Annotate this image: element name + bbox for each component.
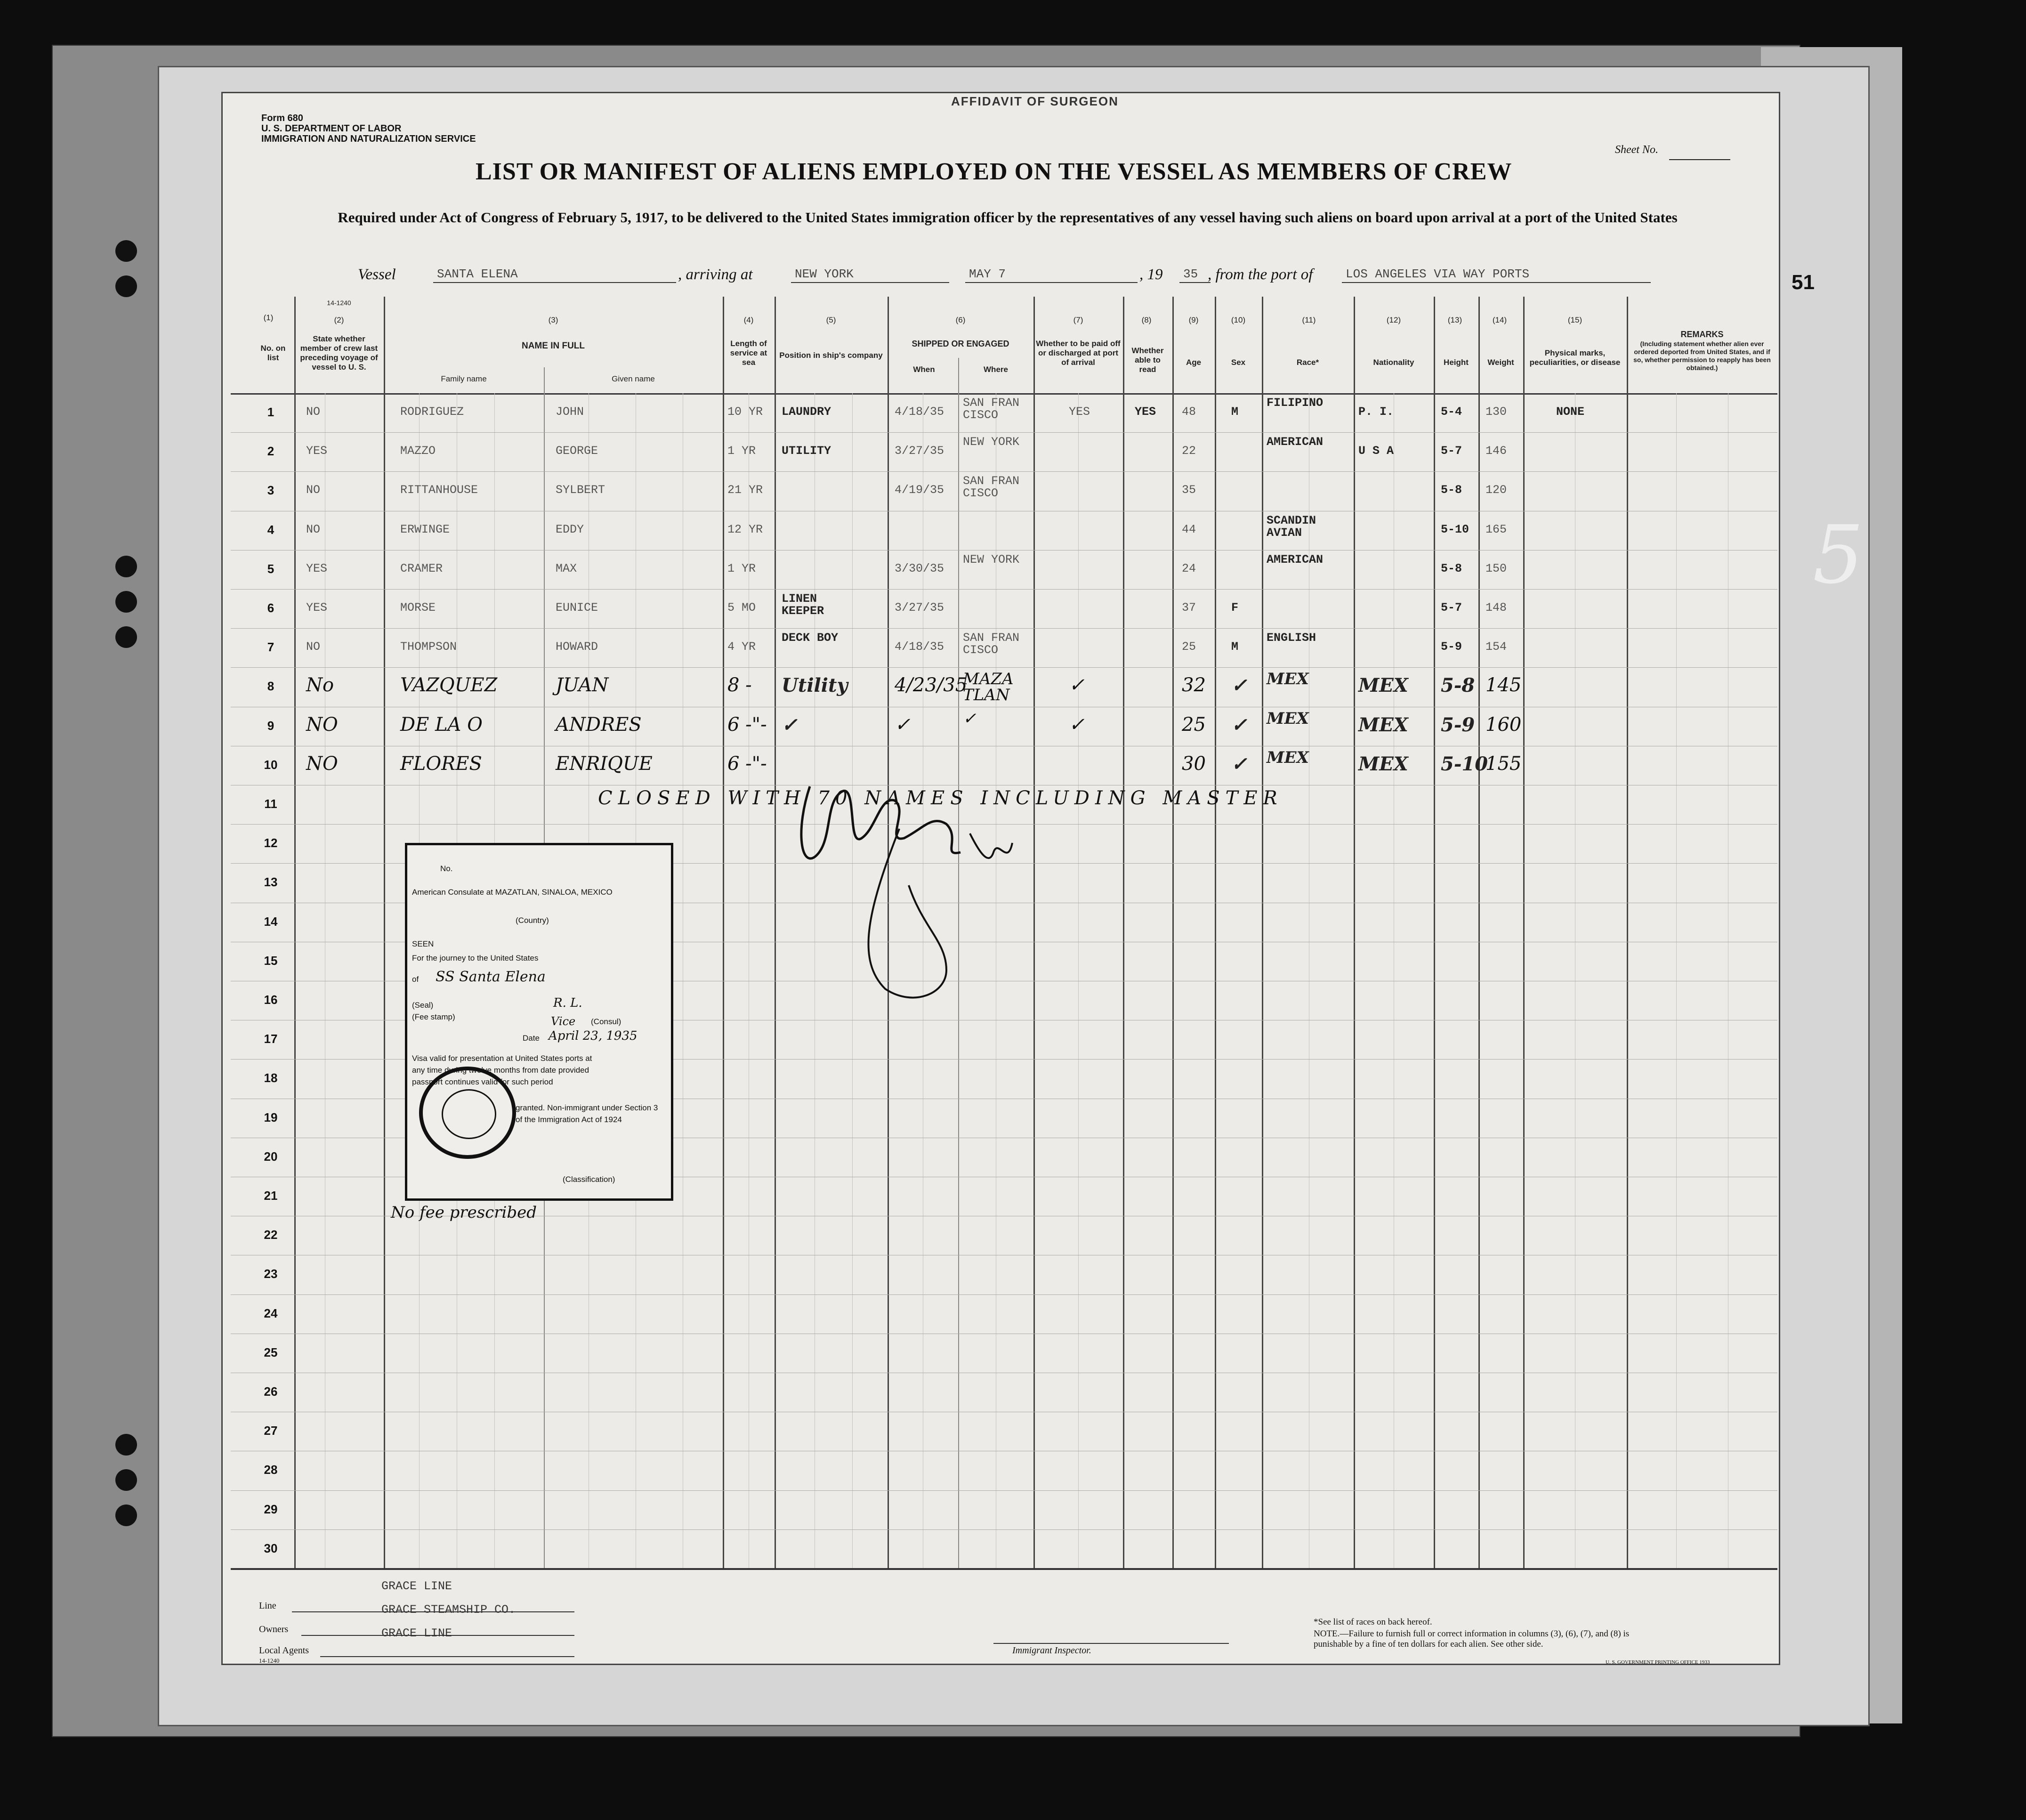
cell-family: MAZZO bbox=[400, 444, 436, 458]
row-number: 14 bbox=[264, 914, 278, 929]
stamp-consulate: American Consulate at MAZATLAN, SINALOA, MEXICO bbox=[412, 888, 613, 897]
cell-service: 8 - bbox=[727, 674, 752, 696]
header-physical-marks: Physical marks, peculiarities, or disease bbox=[1529, 348, 1621, 367]
cell-nat: MEX bbox=[1358, 713, 1408, 736]
cell-when: 4/18/35 bbox=[895, 405, 944, 419]
cell-prev: YES bbox=[306, 561, 328, 575]
cell-sex: ✓ bbox=[1231, 752, 1247, 775]
column-divider bbox=[1354, 297, 1355, 1568]
race-note: *See list of races on back hereof. bbox=[1314, 1617, 1432, 1627]
column-divider bbox=[1172, 297, 1174, 1568]
column-divider bbox=[384, 297, 385, 1568]
binder-hole bbox=[115, 1505, 137, 1526]
seal-inner-ring bbox=[442, 1089, 496, 1139]
stamp-of-label: of bbox=[412, 975, 419, 984]
header-when: When bbox=[913, 365, 935, 374]
stamp-date-value: April 23, 1935 bbox=[549, 1029, 638, 1043]
row-number: 18 bbox=[264, 1071, 278, 1085]
cell-race: MEX bbox=[1267, 748, 1309, 767]
cell-prev: No bbox=[306, 674, 334, 696]
cell-race: MEX bbox=[1267, 670, 1309, 689]
column-divider bbox=[1123, 297, 1124, 1568]
cell-where: ✓ bbox=[963, 709, 977, 728]
column-divider bbox=[775, 297, 776, 1568]
cell-given: MAX bbox=[556, 561, 577, 575]
cell-when: 3/30/35 bbox=[895, 561, 944, 575]
cell-given: GEORGE bbox=[556, 444, 598, 458]
cell-family: MORSE bbox=[400, 601, 436, 615]
consulate-seal bbox=[419, 1067, 516, 1159]
inspector-label: Immigrant Inspector. bbox=[1012, 1645, 1091, 1656]
agents-label: Local Agents bbox=[259, 1645, 309, 1656]
cell-sex: F bbox=[1231, 601, 1239, 615]
service: IMMIGRATION AND NATURALIZATION SERVICE bbox=[261, 134, 476, 144]
cell-height: 5-4 bbox=[1441, 405, 1462, 419]
col-num-9: (9) bbox=[1188, 315, 1199, 324]
header-family-name: Family name bbox=[441, 374, 487, 383]
header-shipped-engaged: SHIPPED OR ENGAGED bbox=[912, 339, 1009, 348]
cell-service: 6 -"- bbox=[727, 752, 767, 775]
cell-age: 32 bbox=[1182, 674, 1206, 696]
header-length-of-service: Length of service at sea bbox=[730, 339, 767, 367]
printing-note: U. S. GOVERNMENT PRINTING OFFICE 1933 bbox=[1606, 1659, 1710, 1665]
stamp-date-label: Date bbox=[523, 1034, 540, 1043]
header-position: Position in ship's company bbox=[779, 351, 883, 360]
cell-service: 12 YR bbox=[727, 522, 763, 536]
cell-family: VAZQUEZ bbox=[400, 674, 498, 696]
vessel-name: SANTA ELENA bbox=[433, 267, 676, 283]
cell-where: SAN FRAN CISCO bbox=[963, 396, 1020, 422]
row-number: 6 bbox=[267, 601, 274, 615]
cell-when: 3/27/35 bbox=[895, 444, 944, 458]
cell-age: 48 bbox=[1182, 405, 1196, 419]
cell-weight: 155 bbox=[1485, 752, 1522, 775]
column-divider bbox=[294, 297, 296, 1568]
cell-position: LAUNDRY bbox=[782, 405, 831, 419]
sheet-no-label: Sheet No. bbox=[1615, 144, 1658, 156]
cell-prev: NO bbox=[306, 483, 321, 497]
cell-prev: YES bbox=[306, 444, 328, 458]
column-divider bbox=[723, 297, 724, 1568]
col-num-8: (8) bbox=[1141, 315, 1152, 324]
cell-weight: 150 bbox=[1485, 561, 1507, 575]
row-divider bbox=[231, 432, 1777, 433]
cell-where: NEW YORK bbox=[963, 552, 1020, 566]
cell-sex: ✓ bbox=[1231, 674, 1247, 697]
cell-given: EUNICE bbox=[556, 601, 598, 615]
header-age: Age bbox=[1186, 358, 1202, 367]
cell-where: SAN FRAN CISCO bbox=[963, 474, 1020, 501]
from-label: , from the port of bbox=[1208, 266, 1313, 283]
row-number: 1 bbox=[267, 405, 274, 419]
cell-race: ENGLISH bbox=[1267, 631, 1316, 645]
cell-height: 5-10 bbox=[1441, 752, 1488, 775]
header-able-to-read: Whether able to read bbox=[1131, 346, 1164, 374]
row-number: 7 bbox=[267, 640, 274, 655]
row-number: 27 bbox=[264, 1424, 278, 1438]
cell-weight: 148 bbox=[1485, 601, 1507, 615]
cell-weight: 146 bbox=[1485, 444, 1507, 458]
cell-service: 1 YR bbox=[727, 444, 756, 458]
cell-age: 24 bbox=[1182, 561, 1196, 575]
header-paid-off: Whether to be paid off or discharged at port of arrival bbox=[1036, 339, 1121, 367]
cell-weight: 165 bbox=[1485, 522, 1507, 536]
col-num-4: (4) bbox=[743, 315, 754, 324]
cell-paid: YES bbox=[1069, 405, 1090, 419]
cell-when: 4/18/35 bbox=[895, 640, 944, 654]
col-num-13: (13) bbox=[1447, 315, 1462, 324]
binder-hole bbox=[115, 591, 137, 613]
agents-field bbox=[320, 1656, 574, 1657]
footer-code: 14-1240 bbox=[259, 1657, 280, 1664]
col-num-6: (6) bbox=[955, 315, 966, 324]
row-number: 11 bbox=[264, 797, 277, 811]
row-number: 12 bbox=[264, 836, 278, 850]
cell-family: THOMPSON bbox=[400, 640, 457, 654]
column-divider bbox=[1262, 297, 1263, 1568]
consular-visa-stamp bbox=[405, 843, 673, 1201]
cell-paid: ✓ bbox=[1069, 713, 1085, 736]
cell-height: 5-8 bbox=[1441, 674, 1475, 697]
cell-service: 1 YR bbox=[727, 561, 756, 575]
cell-race: SCANDIN AVIAN bbox=[1267, 513, 1316, 540]
cell-prev: NO bbox=[306, 713, 338, 736]
cell-prev: NO bbox=[306, 522, 321, 536]
vessel-label: Vessel bbox=[358, 266, 396, 283]
agents-value: GRACE LINE bbox=[381, 1626, 452, 1640]
cell-service: 5 MO bbox=[727, 601, 756, 615]
col-num-14: (14) bbox=[1492, 315, 1507, 324]
row-number: 25 bbox=[264, 1345, 278, 1359]
cell-weight: 145 bbox=[1485, 674, 1522, 696]
cell-when: 3/27/35 bbox=[895, 601, 944, 615]
header-no-on-list: No. on list bbox=[260, 344, 286, 362]
header-height: Height bbox=[1444, 358, 1469, 367]
binder-hole bbox=[115, 275, 137, 297]
row-number: 30 bbox=[264, 1541, 278, 1555]
cell-race: AMERICAN bbox=[1267, 552, 1324, 566]
cell-when: ✓ bbox=[895, 713, 911, 736]
cell-given: EDDY bbox=[556, 522, 584, 536]
row-number: 4 bbox=[267, 522, 274, 537]
header-code: 14-1240 bbox=[327, 299, 351, 307]
header-remarks-note: (Including statement whether alien ever ordered deported from United States, and if so, whether permission to reapply has been obtained.) bbox=[1633, 340, 1771, 372]
column-divider bbox=[1523, 297, 1525, 1568]
row-number: 8 bbox=[267, 679, 274, 694]
row-number: 24 bbox=[264, 1306, 278, 1320]
page-subtitle: Required under Act of Congress of February 5, 1917, to be delivered to the United States immigration officer by the representatives of any vessel having such aliens on board upon arrival at a port of the United States bbox=[338, 209, 1678, 226]
col-num-10: (10) bbox=[1231, 315, 1246, 324]
cell-position: UTILITY bbox=[782, 444, 831, 458]
stamp-journey: For the journey to the United States bbox=[412, 954, 539, 963]
cell-height: 5-9 bbox=[1441, 640, 1462, 654]
surgeon-header: AFFIDAVIT OF SURGEON bbox=[951, 94, 1119, 108]
row-divider bbox=[231, 1294, 1777, 1295]
col-num-5: (5) bbox=[826, 315, 836, 324]
department: U. S. DEPARTMENT OF LABOR bbox=[261, 123, 402, 134]
row-number: 5 bbox=[267, 561, 274, 576]
from-port: LOS ANGELES VIA WAY PORTS bbox=[1342, 267, 1651, 283]
cell-nat: U S A bbox=[1358, 444, 1394, 458]
cell-race: FILIPINO bbox=[1267, 396, 1324, 410]
cell-prev: NO bbox=[306, 405, 321, 419]
row-number: 19 bbox=[264, 1110, 278, 1124]
owners-value: GRACE STEAMSHIP CO. bbox=[381, 1603, 516, 1617]
cell-family: CRAMER bbox=[400, 561, 443, 575]
closing-note: CLOSED WITH 70 NAMES INCLUDING MASTER bbox=[598, 787, 1283, 809]
cell-where: NEW YORK bbox=[963, 435, 1020, 449]
binder-hole bbox=[115, 1434, 137, 1456]
arriving-port: NEW YORK bbox=[791, 267, 949, 283]
header-sex: Sex bbox=[1231, 358, 1246, 367]
inspector-line bbox=[993, 1643, 1229, 1644]
cell-height: 5-10 bbox=[1441, 522, 1469, 536]
cell-prev: YES bbox=[306, 601, 328, 615]
col-num-2: (2) bbox=[334, 315, 344, 324]
col-num-15: (15) bbox=[1567, 315, 1582, 324]
col-num-3: (3) bbox=[548, 315, 558, 324]
cell-height: 5-7 bbox=[1441, 601, 1462, 615]
row-divider bbox=[231, 1529, 1777, 1530]
stamp-seal-label: (Seal) bbox=[412, 1001, 434, 1010]
cell-weight: 154 bbox=[1485, 640, 1507, 654]
cell-race: MEX bbox=[1267, 709, 1309, 728]
cell-family: RODRIGUEZ bbox=[400, 405, 464, 419]
cell-nat: MEX bbox=[1358, 752, 1408, 775]
header-weight: Weight bbox=[1487, 358, 1514, 367]
header-prev-voyage: State whether member of crew last preceding voyage of vessel to U. S. bbox=[300, 334, 378, 372]
no-fee-note: No fee prescribed bbox=[391, 1203, 537, 1222]
cell-paid: ✓ bbox=[1069, 674, 1085, 696]
cell-prev: NO bbox=[306, 640, 321, 654]
row-number: 15 bbox=[264, 953, 278, 968]
cell-family: ERWINGE bbox=[400, 522, 450, 536]
stamp-grant-text: granted. Non-immigrant under Section 3 of the Immigration Act of 1924 bbox=[516, 1103, 658, 1124]
arrival-year: 35 bbox=[1179, 267, 1211, 283]
stamp-visa-text: Visa valid for presentation at United States ports at any time during twelve months from date provided passport continues valid for such period bbox=[412, 1054, 592, 1086]
cell-family: RITTANHOUSE bbox=[400, 483, 478, 497]
cell-family: FLORES bbox=[400, 752, 482, 775]
form-identifier bbox=[261, 113, 476, 144]
header-given-name: Given name bbox=[612, 374, 655, 383]
row-divider bbox=[231, 1490, 1777, 1491]
row-number: 3 bbox=[267, 483, 274, 498]
cell-sex: ✓ bbox=[1231, 713, 1247, 736]
row-number: 17 bbox=[264, 1032, 278, 1046]
cell-height: 5-8 bbox=[1441, 483, 1462, 497]
cell-age: 37 bbox=[1182, 601, 1196, 615]
manifest-footer bbox=[231, 1568, 1777, 1664]
year-label: , 19 bbox=[1139, 266, 1163, 283]
cell-age: 25 bbox=[1182, 640, 1196, 654]
row-number: 29 bbox=[264, 1502, 278, 1516]
cell-age: 22 bbox=[1182, 444, 1196, 458]
col-num-12: (12) bbox=[1386, 315, 1401, 324]
row-number: 26 bbox=[264, 1384, 278, 1399]
cell-service: 10 YR bbox=[727, 405, 763, 419]
cell-position: DECK BOY bbox=[782, 631, 839, 645]
cell-given: HOWARD bbox=[556, 640, 598, 654]
binder-hole bbox=[115, 240, 137, 262]
row-number: 21 bbox=[264, 1189, 278, 1203]
page-title: LIST OR MANIFEST OF ALIENS EMPLOYED ON THE VESSEL AS MEMBERS OF CREW bbox=[476, 158, 1512, 185]
stamp-fee-label: (Fee stamp) bbox=[412, 1012, 455, 1021]
cell-age: 25 bbox=[1182, 713, 1206, 736]
cell-height: 5-9 bbox=[1441, 713, 1475, 736]
row-divider bbox=[231, 471, 1777, 472]
stamp-consul-signature: R. L. bbox=[553, 996, 582, 1010]
binder-hole bbox=[115, 626, 137, 648]
stamp-consul-label: (Consul) bbox=[591, 1017, 622, 1026]
cell-service: 21 YR bbox=[727, 483, 763, 497]
line-value: GRACE LINE bbox=[381, 1579, 452, 1593]
cell-marks: NONE bbox=[1556, 405, 1585, 419]
binder-hole bbox=[115, 556, 137, 577]
header-name-in-full: NAME IN FULL bbox=[521, 341, 585, 351]
row-divider bbox=[231, 589, 1777, 590]
stamp-classification: (Classification) bbox=[563, 1175, 615, 1184]
column-divider bbox=[1215, 297, 1216, 1568]
row-divider bbox=[231, 667, 1777, 668]
binder-hole bbox=[115, 1469, 137, 1491]
cell-age: 44 bbox=[1182, 522, 1196, 536]
cell-nat: P. I. bbox=[1358, 405, 1394, 419]
col-num-7: (7) bbox=[1073, 315, 1083, 324]
row-number: 10 bbox=[264, 757, 278, 772]
cell-read: YES bbox=[1135, 405, 1156, 419]
row-number: 16 bbox=[264, 993, 278, 1007]
header-nationality: Nationality bbox=[1373, 358, 1414, 367]
col-num-1: (1) bbox=[263, 313, 274, 322]
row-number: 28 bbox=[264, 1463, 278, 1477]
header-race: Race* bbox=[1296, 358, 1319, 367]
cell-given: JOHN bbox=[556, 405, 584, 419]
page-number: 51 bbox=[1792, 271, 1815, 294]
cell-race: AMERICAN bbox=[1267, 435, 1324, 449]
column-divider bbox=[1478, 297, 1480, 1568]
cell-family: DE LA O bbox=[400, 713, 483, 736]
cell-position: LINEN KEEPER bbox=[782, 592, 824, 618]
cell-when: 4/23/35 bbox=[895, 674, 968, 696]
row-number: 9 bbox=[267, 718, 274, 733]
column-divider bbox=[1434, 297, 1435, 1568]
cell-service: 6 -"- bbox=[727, 713, 767, 736]
cell-when: 4/19/35 bbox=[895, 483, 944, 497]
row-divider bbox=[231, 628, 1777, 629]
form-number: Form 680 bbox=[261, 113, 303, 123]
arrival-date: MAY 7 bbox=[965, 267, 1138, 283]
cell-service: 4 YR bbox=[727, 640, 756, 654]
cell-prev: NO bbox=[306, 752, 338, 775]
vessel-row bbox=[292, 266, 1784, 289]
cell-weight: 120 bbox=[1485, 483, 1507, 497]
stamp-no: No. bbox=[440, 864, 453, 873]
cell-given: ANDRES bbox=[556, 713, 642, 736]
cell-age: 35 bbox=[1182, 483, 1196, 497]
stamp-vice: Vice bbox=[551, 1015, 576, 1028]
cell-given: JUAN bbox=[556, 674, 609, 696]
cell-weight: 160 bbox=[1485, 713, 1522, 736]
margin-mark: 5 bbox=[1813, 509, 1864, 602]
stamp-of-value: SS Santa Elena bbox=[436, 969, 546, 985]
cell-where: MAZA TLAN bbox=[963, 670, 1014, 705]
sheet-no-line bbox=[1669, 159, 1730, 160]
row-number: 23 bbox=[264, 1267, 278, 1281]
stamp-seen: SEEN bbox=[412, 939, 434, 948]
cell-sex: M bbox=[1231, 640, 1239, 654]
row-number: 13 bbox=[264, 875, 278, 890]
cell-weight: 130 bbox=[1485, 405, 1507, 419]
signature bbox=[791, 772, 1055, 1008]
row-number: 2 bbox=[267, 444, 274, 459]
header-remarks: REMARKS bbox=[1680, 330, 1724, 339]
col-num-11: (11) bbox=[1302, 315, 1316, 324]
header-where: Where bbox=[984, 365, 1008, 374]
cell-age: 30 bbox=[1182, 752, 1206, 775]
cell-nat: MEX bbox=[1358, 674, 1408, 697]
owners-label: Owners bbox=[259, 1624, 289, 1634]
cell-height: 5-8 bbox=[1441, 561, 1462, 575]
row-number: 22 bbox=[264, 1228, 278, 1242]
cell-where: SAN FRAN CISCO bbox=[963, 631, 1020, 657]
line-label: Line bbox=[259, 1601, 276, 1611]
cell-sex: M bbox=[1231, 405, 1239, 419]
column-divider bbox=[1627, 297, 1628, 1568]
arriving-label: , arriving at bbox=[678, 266, 753, 283]
cell-height: 5-7 bbox=[1441, 444, 1462, 458]
cell-given: SYLBERT bbox=[556, 483, 605, 497]
cell-position: ✓ bbox=[782, 713, 798, 736]
row-number: 20 bbox=[264, 1149, 278, 1164]
cell-position: Utility bbox=[782, 674, 848, 697]
cell-given: ENRIQUE bbox=[556, 752, 653, 775]
penalty-note: NOTE.—Failure to furnish full or correct information in columns (3), (6), (7), and (8) is punishable by a fine of ten dollars for each alien. See other side. bbox=[1314, 1629, 1630, 1649]
stamp-country: (Country) bbox=[516, 916, 549, 925]
